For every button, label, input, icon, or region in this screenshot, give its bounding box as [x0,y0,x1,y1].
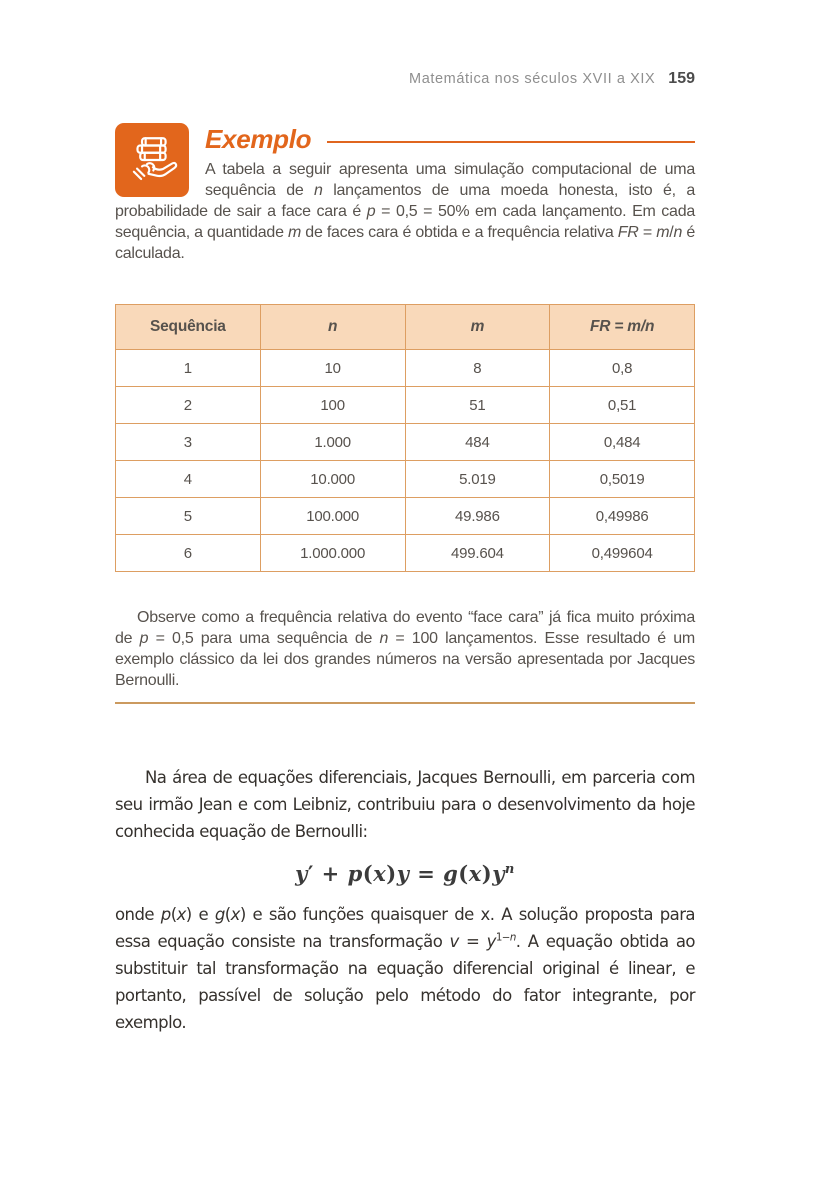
body-paragraph-2: onde p(x) e g(x) e são funções quaisquer de x. A solução proposta para essa equação consiste na transformação $v = y^{1-n}$. A equação obtida ao substituir tal transformação na equação diferencial original é linear, e portanto, passível de solução pelo método do fator integrante, por exemplo. [115,905,695,1032]
page-content [115,123,695,1036]
table-header-m: m [405,305,550,350]
table-cell: 100 [260,387,405,424]
table-cell: 1 [116,350,261,387]
table-cell: 5 [116,498,261,535]
table-cell: 2 [116,387,261,424]
example-section [115,123,695,704]
table-cell: 3 [116,424,261,461]
books-in-hand-icon [115,123,189,197]
table-cell: 0,8 [550,350,695,387]
table-cell: 8 [405,350,550,387]
table-cell: 1.000.000 [260,535,405,572]
table-row [116,535,695,572]
table-cell: 10.000 [260,461,405,498]
table-row [116,350,695,387]
example-heading: Exemplo [205,124,312,154]
table-cell: 5.019 [405,461,550,498]
table-cell: 100.000 [260,498,405,535]
table-body [116,350,695,572]
table-cell: 49.986 [405,498,550,535]
bernoulli-equation: $y' + p(x)y = g(x)y^n$ [295,861,515,886]
table-cell: 484 [405,424,550,461]
table-row [116,424,695,461]
table-cell: 0,51 [550,387,695,424]
table-header-row [116,305,695,350]
table-cell: 51 [405,387,550,424]
simulation-results-table [115,304,695,572]
body-paragraph-1: Na área de equações diferenciais, Jacques Bernoulli, em parceria com seu irmão Jean e com Leibniz, contribuiu para o desenvolvimento da hoje conhecida equação de Bernoulli: [115,768,695,841]
example-header-row [205,123,695,156]
table-header-sequencia: Sequência [116,305,261,350]
heading-rule [327,141,695,143]
table-head [116,305,695,350]
table-cell: 1.000 [260,424,405,461]
table-cell: 6 [116,535,261,572]
page-header [115,70,695,88]
table-row [116,461,695,498]
table-row [116,387,695,424]
table-cell: 0,49986 [550,498,695,535]
example-note-paragraph: Observe como a frequência relativa do evento “face cara” já fica muito próxima de p = 0,5 para uma sequência de n = 100 lançamentos. Esse resultado é um exemplo clássico da lei dos grandes números na versão apresentada por Jacques Bernoulli. [115,609,695,689]
table-cell: 0,5019 [550,461,695,498]
table-cell: 0,499604 [550,535,695,572]
table-cell: 10 [260,350,405,387]
table-header-n: n [260,305,405,350]
table-row [116,498,695,535]
example-closing-rule [115,702,695,704]
running-title: Matemática nos séculos XVII a XIX [409,71,656,87]
table-header-fr: FR = m/n [550,305,695,350]
table-cell: 4 [116,461,261,498]
table-cell: 0,484 [550,424,695,461]
page-number: 159 [668,70,695,87]
table-cell: 499.604 [405,535,550,572]
example-intro-paragraph: A tabela a seguir apresenta uma simulação computacional de uma sequência de n lançamentos de uma moeda honesta, isto é, a probabilidade de sair a face cara é p = 0,5 = 50% em cada lançamento. Em cada sequência, a quantidade m de faces cara é obtida e a frequência relativa FR = m/n é calculada. [115,161,696,262]
